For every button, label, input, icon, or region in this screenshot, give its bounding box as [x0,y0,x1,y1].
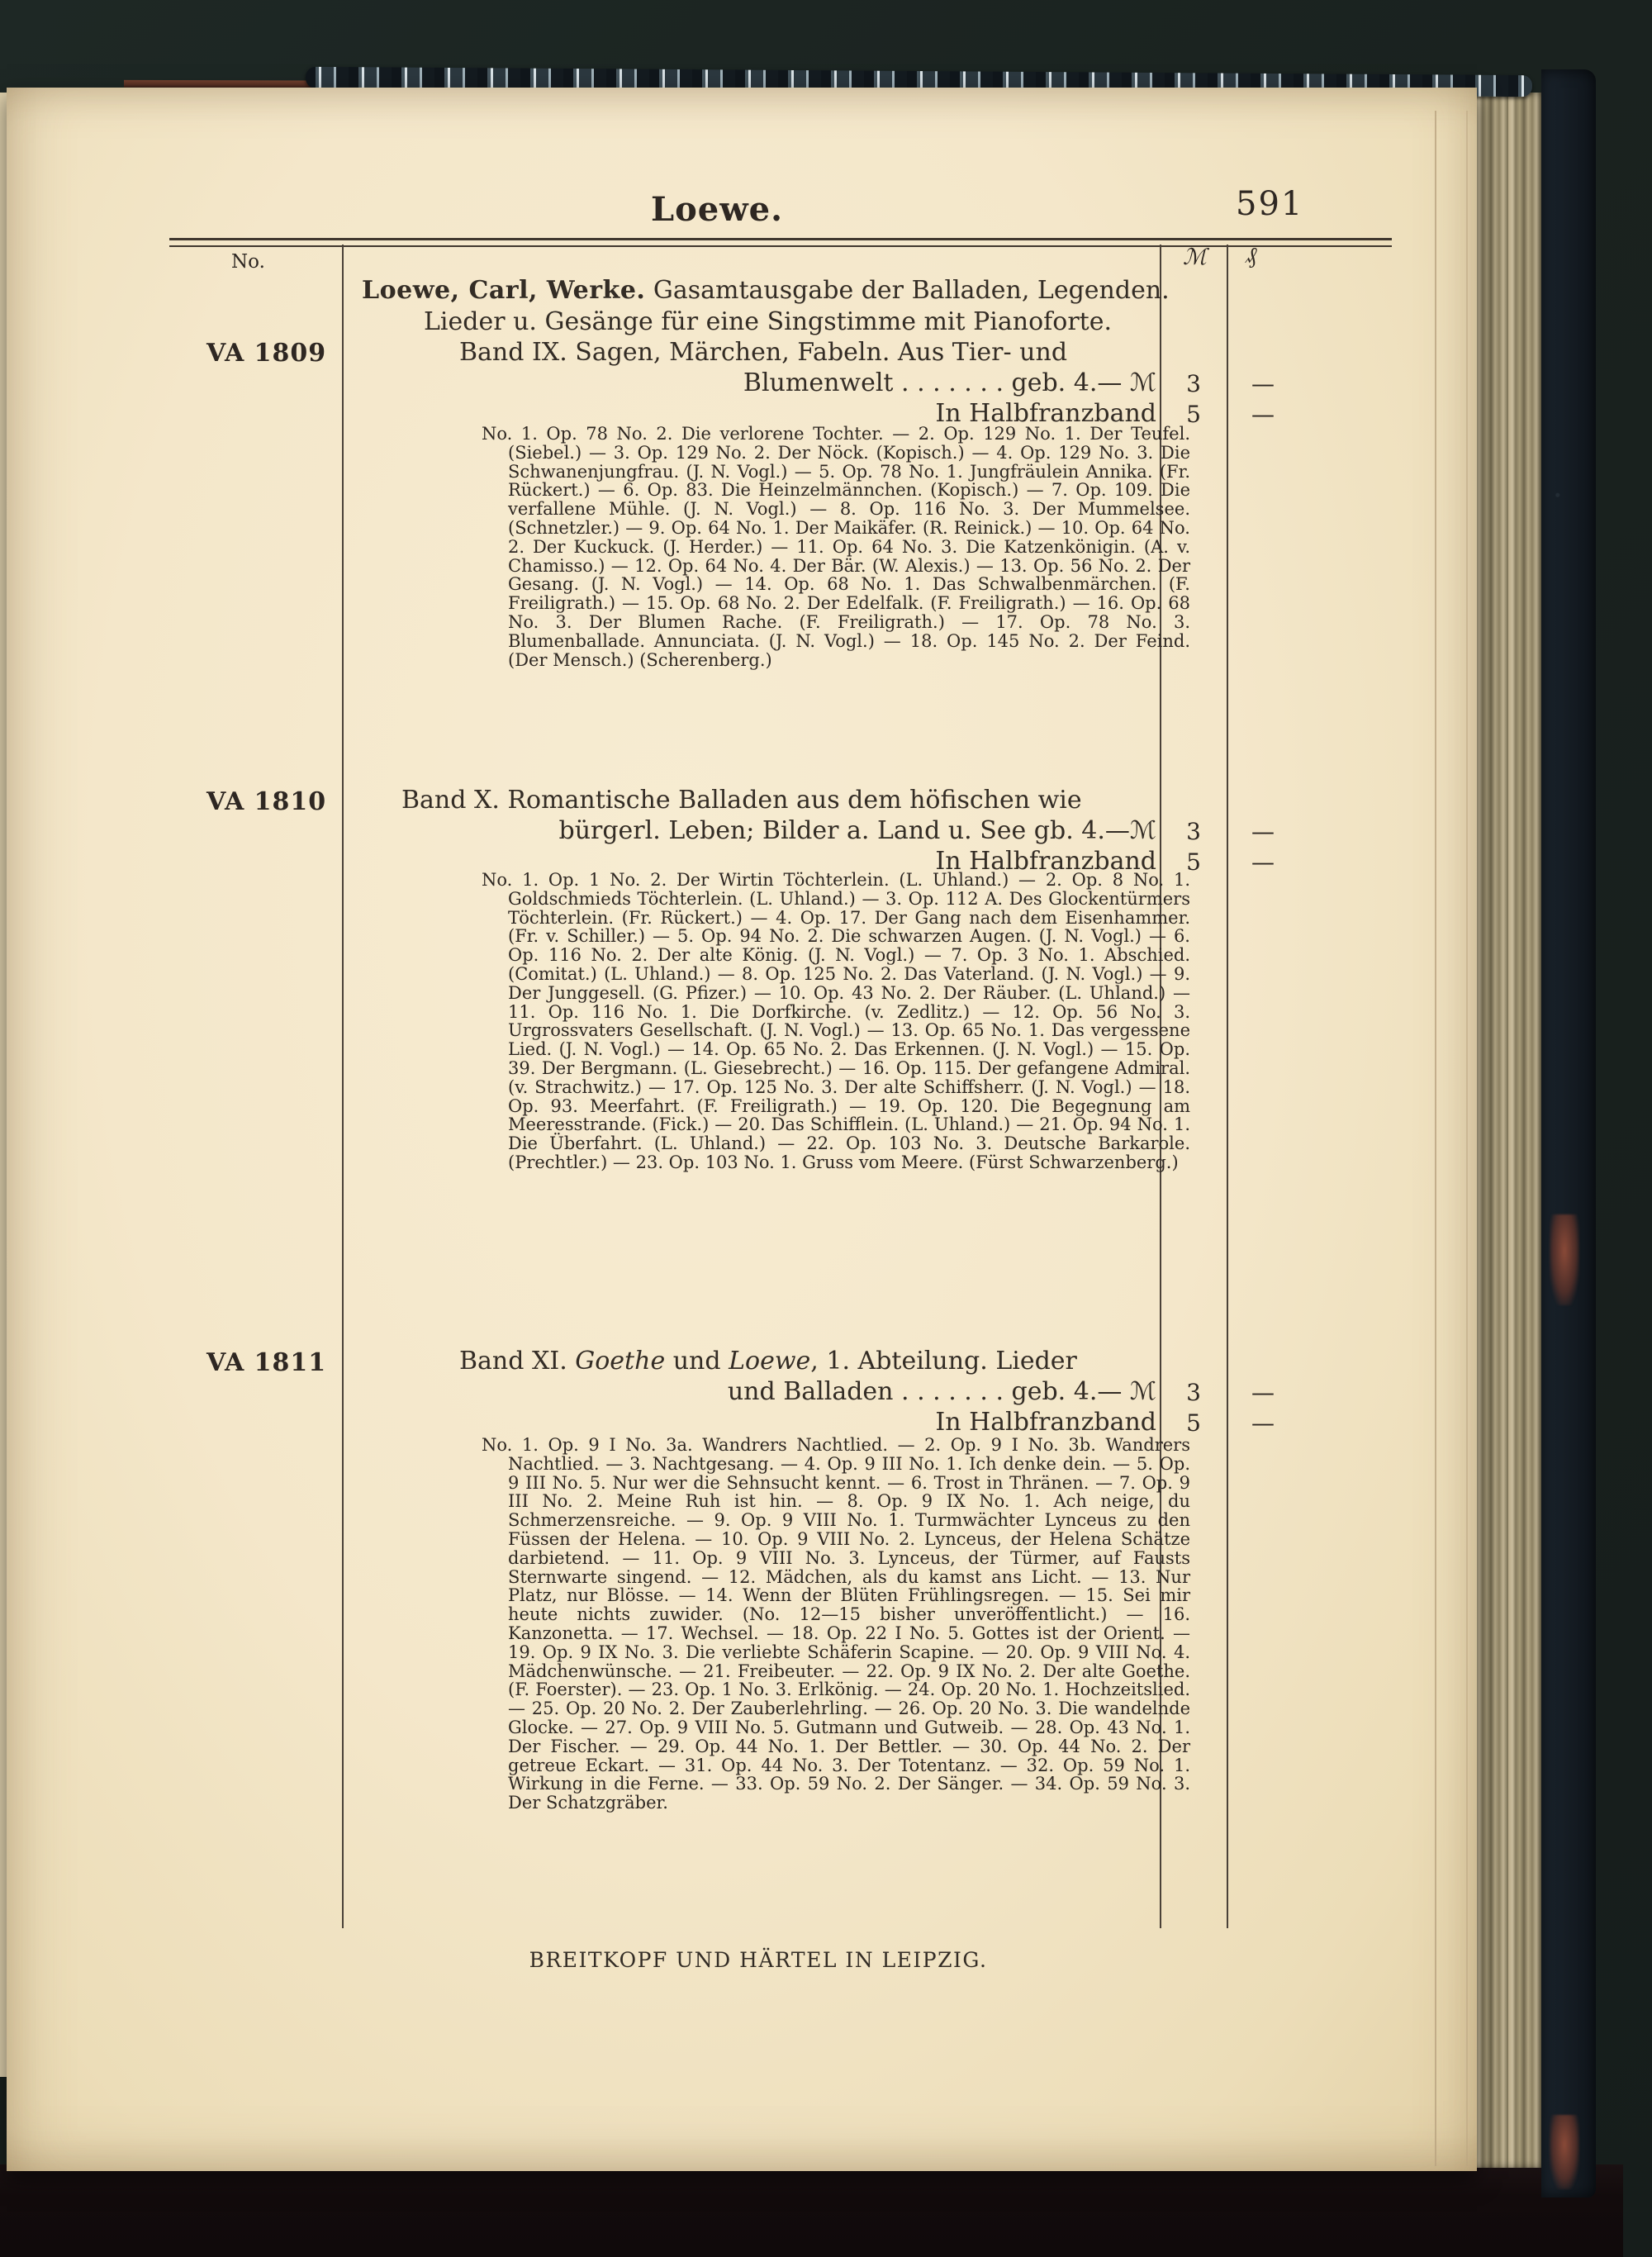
catalog-number: VA 1810 [206,787,327,816]
column-header-mark: ℳ [1183,245,1207,270]
price-mark-value: 3 [1186,370,1201,397]
binding-pf-value: — [1251,401,1275,428]
price-line: Blumenwelt . . . . . . . geb. 4.— ℳ [743,368,1156,397]
price-mark-value: 3 [1186,1379,1201,1406]
entry-heading [362,276,1170,305]
cover-marbling [1550,2115,1579,2189]
entry-heading-line3: Band IX. Sagen, Märchen, Fabeln. Aus Tier- und [459,338,1068,367]
entry-heading: Band X. Romantische Balladen aus dem höfischen wie [401,786,1082,815]
column-rule-pf [1227,245,1228,1928]
entry-heading-text: und [665,1347,729,1376]
book-cover-edge [1541,69,1596,2198]
binding-line: In Halbfranzband [935,1408,1156,1437]
binding-mark-value: 5 [1186,1409,1201,1437]
column-header-pf: ₰ [1246,243,1257,268]
entry-heading-text: Band XI. [459,1347,576,1376]
entry-heading-text: , 1. Abteilung. Lieder [810,1347,1077,1376]
cover-marbling [1550,1214,1579,1305]
underpage-edge-line [1435,111,1436,2166]
price-pf-value: — [1251,818,1275,845]
entry-heading [459,1347,1077,1376]
binding-mark-value: 5 [1186,401,1201,428]
column-header-no: No. [231,251,265,273]
price-pf-value: — [1251,1379,1275,1406]
entry-contents-list: No. 1. Op. 1 No. 2. Der Wirtin Töchterlein. (L. Uhland.) — 2. Op. 8 No. 1. Goldschmieds Töchterlein. (L. Uhland.) — 3. Op. 112 A. Des Glockentürmers Töchterlein. (Fr. Rückert.) — 4. Op. 17. Der Gang nach dem Eisenhammer. (Fr. v. Schiller.) — 5. Op. 94 No. 2. Die schwarzen Augen. (J. N. Vogl.) — 6. Op. 116 No. 2. Der alte König. (J. N. Vogl.) — 7. Op. 3 No. 1. Abschied. (Comitat.) (L. Uhland.) — 8. Op. 125 No. 2. Das Vaterland. (J. N. Vogl.) — 9. Der Junggesell. (G. Pfizer.) — 10. Op. 43 No. 2. Der Räuber. (L. Uhland.) — 11. Op. 116 No. 1. Die Dorfkirche. (v. Zedlitz.) — 12. Op. 56 No. 3. Urgrossvaters Gesellschaft. (J. N. Vogl.) — 13. Op. 65 No. 1. Das vergessene Lied. (J. N. Vogl.) — 14. Op. 65 No. 2. Das Erkennen. (J. N. Vogl.) — 15. Op. 39. Der Bergmann. (L. Giesebrecht.) — 16. Op. 115. Der gefangene Admiral. (v. Strachwitz.) — 17. Op. 125 No. 3. Der alte Schiffsherr. (J. N. Vogl.) — 18. Op. 93. Meerfahrt. (F. Freiligrath.) — 19. Op. 120. Die Begegnung am Meeresstrande. (Fick.) — 20. Das Schifflein. (L. Uhland.) — 21. Op. 94 No. 1. Die Überfahrt. (L. Uhland.) — 22. Op. 103 No. 3. Deutsche Barkarole. (Prechtler.) — 23. Op. 103 No. 1. Gruss vom Meere. (Fürst Schwarzenberg.) [482,870,1190,1172]
price-line: bürgerl. Leben; Bilder a. Land u. See gb. 4.—ℳ [558,816,1156,845]
page-title: Loewe. [650,190,784,229]
entry-heading-rest: Gasamtausgabe der Balladen, Legenden. [653,276,1170,305]
entry-contents-list: No. 1. Op. 78 No. 2. Die verlorene Tochter. — 2. Op. 129 No. 1. Der Teufel. (Siebel.) — 3. Op. 129 No. 2. Der Nöck. (Kopisch.) — 4. Op. 129 No. 3. Die Schwanenjungfrau. (J. N. Vogl.) — 5. Op. 78 No. 1. Jungfräulein Annika. (Fr. Rückert.) — 6. Op. 83. Die Heinzelmännchen. (Kopisch.) — 7. Op. 109. Die verfallene Mühle. (J. N. Vogl.) — 8. Op. 116 No. 3. Der Mummelsee. (Schnetzler.) — 9. Op. 64 No. 1. Der Maikäfer. (R. Reinick.) — 10. Op. 64 No. 2. Der Kuckuck. (J. Herder.) — 11. Op. 64 No. 3. Die Katzenkönigin. (A. v. Chamisso.) — 12. Op. 64 No. 4. Der Bär. (W. Alexis.) — 13. Op. 56 No. 2. Der Gesang. (J. N. Vogl.) — 14. Op. 68 No. 1. Das Schwalbenmärchen. (F. Freiligrath.) — 15. Op. 68 No. 2. Der Edelfalk. (F. Freiligrath.) — 16. Op. 68 No. 3. Der Blumen Rache. (F. Freiligrath.) — 17. Op. 78 No. 3. Blumenballade. Annunciata. (J. N. Vogl.) — 18. Op. 145 No. 2. Der Feind. (Der Mensch.) (Scherenberg.) [482,424,1190,670]
binding-line: In Halbfranzband [935,399,1156,428]
entry-contents-list: No. 1. Op. 9 I No. 3a. Wandrers Nachtlied. — 2. Op. 9 I No. 3b. Wandrers Nachtlied. — 3. Nachtgesang. — 4. Op. 9 III No. 1. Ich denke dein. — 5. Op. 9 III No. 5. Nur wer die Sehnsucht kennt. — 6. Trost in Thränen. — 7. Op. 9 III No. 2. Meine Ruh ist hin. — 8. Op. 9 IX No. 1. Ach neige, du Schmerzensreiche. — 9. Op. 9 VIII No. 1. Turmwächter Lynceus zu den Füssen der Helena. — 10. Op. 9 VIII No. 2. Lynceus, der Helena Schätze darbietend. — 11. Op. 9 VIII No. 3. Lynceus, der Türmer, auf Fausts Sternwarte singend. — 12. Mädchen, als du kamst ans Licht. — 13. Nur Platz, nur Blösse. — 14. Wenn der Blüten Frühlingsregen. — 15. Sei mir heute nichts zuwider. (No. 12—15 bisher unveröffentlicht.) — 16. Kanzonetta. — 17. Wechsel. — 18. Op. 22 I No. 5. Gottes ist der Orient. — 19. Op. 9 IX No. 3. Die verliebte Schäferin Scapine. — 20. Op. 9 VIII No. 4. Mädchenwünsche. — 21. Freibeuter. — 22. Op. 9 IX No. 2. Der alte Goethe. (F. Foerster). — 23. Op. 1 No. 3. Erlkönig. — 24. Op. 20 No. 1. Hochzeitslied. — 25. Op. 20 No. 2. Der Zauberlehrling. — 26. Op. 20 No. 3. Die wandelnde Glocke. — 27. Op. 9 VIII No. 5. Gutmann und Gutweib. — 28. Op. 43 No. 1. Der Fischer. — 29. Op. 44 No. 1. Der Bettler. — 30. Op. 44 No. 2. Der getreue Eckart. — 31. Op. 44 No. 3. Der Totentanz. — 32. Op. 59 No. 1. Wirkung in die Ferne. — 33. Op. 59 No. 2. Der Sänger. — 34. Op. 59 No. 3. Der Schatzgräber. [482,1435,1190,1813]
entry-author-title: Loewe, Carl, Werke. [362,276,646,305]
price-pf-value: — [1251,370,1275,397]
column-rule-no [342,245,344,1928]
price-mark-value: 3 [1186,818,1201,845]
price-line: und Balladen . . . . . . . geb. 4.— ℳ [727,1377,1156,1406]
catalog-number: VA 1809 [206,339,327,368]
entry-heading-italic: Goethe [575,1347,666,1376]
page-number: 591 [1236,185,1304,223]
catalog-number: VA 1811 [206,1348,327,1377]
binding-pf-value: — [1251,848,1275,876]
publisher-imprint: BREITKOPF UND HÄRTEL IN LEIPZIG. [529,1948,988,1972]
book-bottom-shadow [0,2164,1623,2257]
entry-heading-line2: Lieder u. Gesänge für eine Singstimme mit Pianoforte. [424,307,1113,336]
binding-pf-value: — [1251,1409,1275,1437]
binding-line: In Halbfranzband [935,847,1156,876]
entry-heading-italic: Loewe [729,1347,811,1376]
catalog-page [7,88,1477,2171]
right-page-edges [1475,93,1546,2168]
binding-mark-value: 5 [1186,848,1201,876]
underpage-edge-line [1466,111,1468,2166]
header-rule [169,238,1392,247]
